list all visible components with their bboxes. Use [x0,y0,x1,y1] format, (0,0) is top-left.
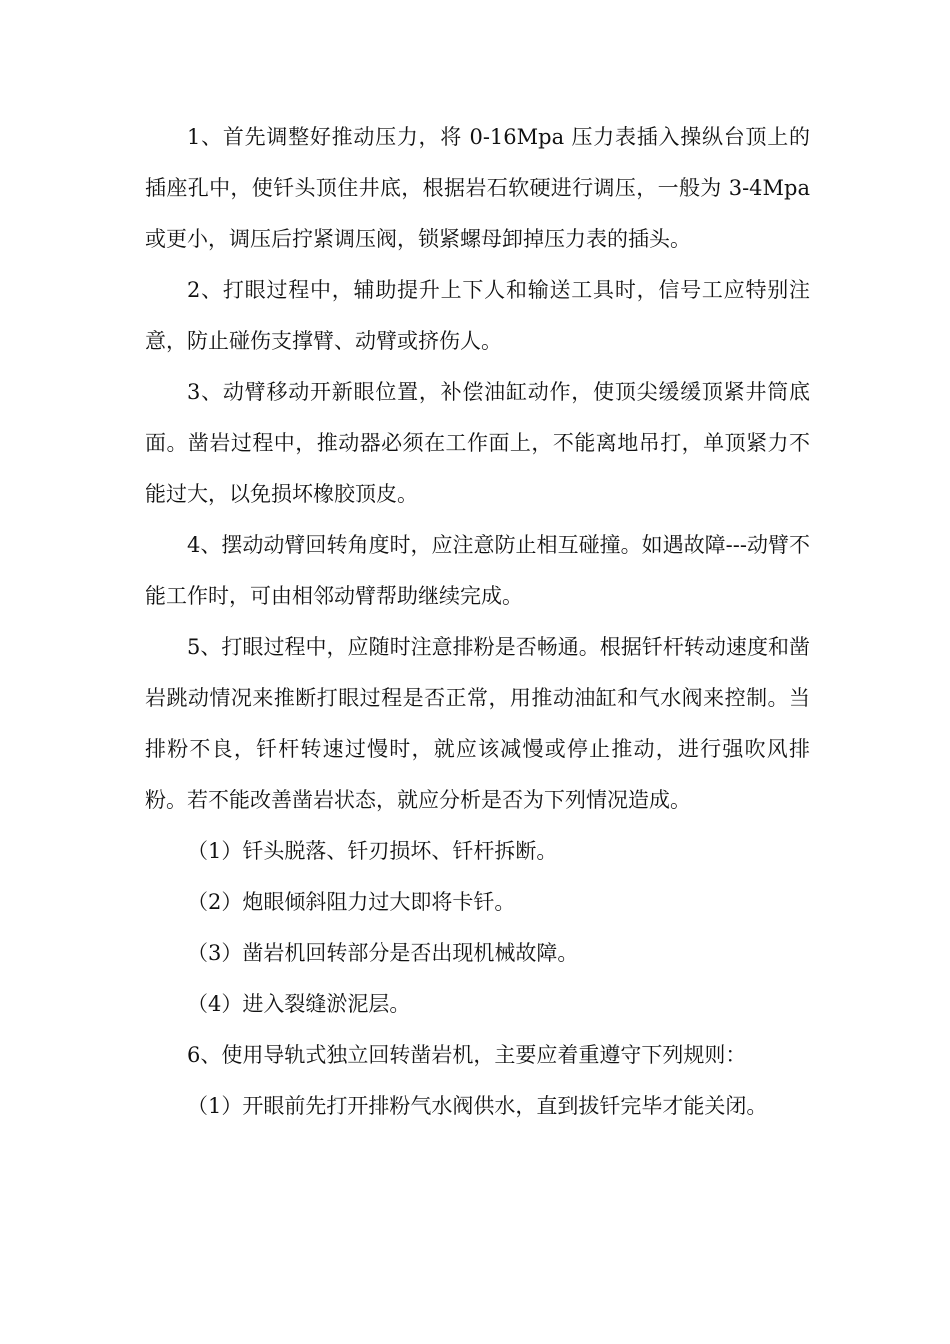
list-item-5-3: （3）凿岩机回转部分是否出现机械故障。 [187,941,579,965]
paragraph-6: 6、使用导轨式独立回转凿岩机，主要应着重遵守下列规则： [187,1043,747,1067]
paragraph-5: 5、打眼过程中，应随时注意排粉是否畅通。根据钎杆转动速度和凿岩跳动情况来推断打眼过程是否正常，用推动油缸和气水阀来控制。当排粉不良，钎杆转速过慢时，就应该减慢或停止推动，进行强吹风排粉。若不能改善凿岩状态，就应分析是否为下列情况造成。 [145,635,810,812]
document-body [145,112,810,1132]
paragraph-1: 1、首先调整好推动压力，将 0-16Mpa 压力表插入操纵台顶上的插座孔中，使钎头顶住井底，根据岩石软硬进行调压，一般为 3-4Mpa 或更小，调压后拧紧调压阀，锁紧螺母卸掉压力表的插头。 [145,125,810,251]
paragraph-4: 4、摆动动臂回转角度时，应注意防止相互碰撞。如遇故障---动臂不能工作时，可由相邻动臂帮助继续完成。 [145,533,810,608]
list-item-5-1: （1）钎头脱落、钎刃损坏、钎杆拆断。 [187,839,558,863]
list-item-5-2: （2）炮眼倾斜阻力过大即将卡钎。 [187,890,516,914]
list-item-6-1: （1）开眼前先打开排粉气水阀供水，直到拔钎完毕才能关闭。 [187,1094,768,1118]
paragraph-2: 2、打眼过程中，辅助提升上下人和输送工具时，信号工应特别注意，防止碰伤支撑臂、动臂或挤伤人。 [145,278,810,353]
list-item-5-4: （4）进入裂缝淤泥层。 [187,992,411,1016]
paragraph-3: 3、动臂移动开新眼位置，补偿油缸动作，使顶尖缓缓顶紧井筒底面。凿岩过程中，推动器必须在工作面上，不能离地吊打，单顶紧力不能过大，以免损坏橡胶顶皮。 [145,380,810,506]
